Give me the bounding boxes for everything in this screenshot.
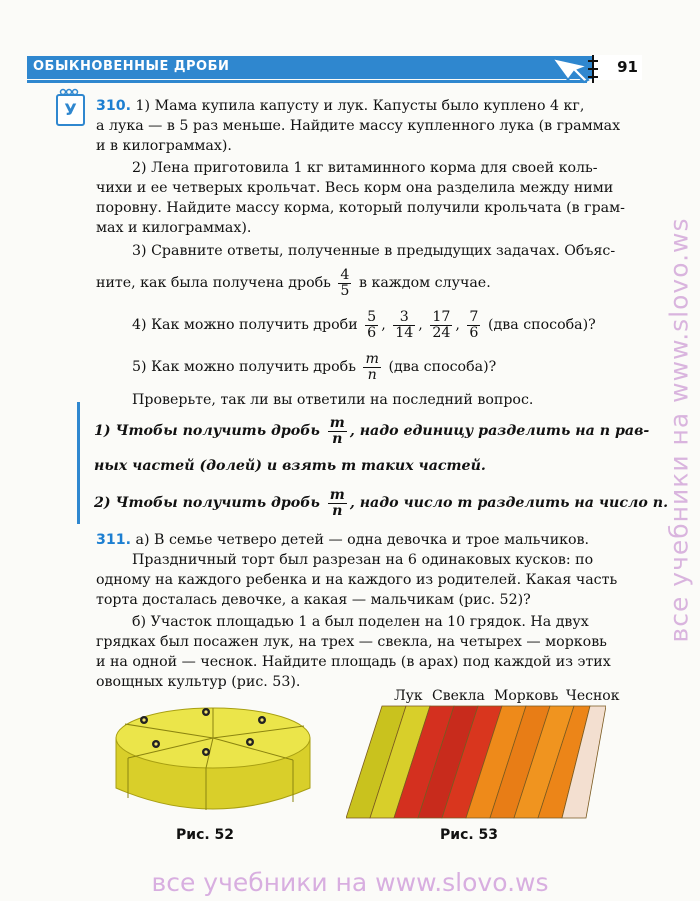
rule-line: 2) Чтобы получить дробь $\frac{m}{n}$ , надо число m разделить на число n. (94, 486, 669, 519)
text-line: 3) Сравните ответы, полученные в предыдущих задачах. Объяс- (132, 243, 616, 259)
figure-53-caption: Рис. 53 (440, 827, 499, 843)
rule-line: 1) Чтобы получить дробь $\frac{m}{n}$ , надо единицу разделить на n рав- (94, 414, 650, 447)
task-number: 311. (96, 532, 132, 548)
figure-52-caption: Рис. 52 (176, 827, 235, 843)
text-line-with-fraction: 5) Как можно получить дробь $\frac{m}{n}$ (два способа)? (132, 350, 497, 383)
level-badge: У (56, 94, 85, 126)
label-carrot: Морковь (494, 688, 559, 704)
text-line: чихи и ее четверых крольчат. Весь корм она разделила между ними (96, 180, 614, 196)
text-line: Праздничный торт был разрезан на 6 одинаковых кусков: по (132, 552, 594, 568)
text-line: торта досталась девочке, а какая — мальчикам (рис. 52)? (96, 592, 531, 608)
text-line: овощных культур (рис. 53). (96, 674, 301, 690)
text-line: 2) Лена приготовила 1 кг витаминного корма для своей коль- (132, 160, 598, 176)
task-311-line: 311. а) В семье четверо детей — одна девочка и трое мальчиков. (96, 532, 590, 548)
fraction: $\frac{m}{n}$ (329, 486, 345, 519)
page-tick-icon (586, 54, 600, 84)
chapter-title: ОБЫКНОВЕННЫЕ ДРОБИ (33, 59, 230, 74)
rule-line: ных частей (долей) и взять m таких частей. (94, 458, 486, 474)
task-number: 310. (96, 98, 132, 114)
fraction: $\frac{5}{6}$ (367, 308, 377, 341)
header-underline (27, 80, 587, 83)
fraction: $\frac{4}{5}$ (340, 266, 350, 299)
text-line-with-fractions: 4) Как можно получить дроби $\frac{5}{6}$ , $\frac{3}{14}$ , $\frac{17}{24}$ , $\frac{7}{6}$ (два способа)? (132, 308, 596, 341)
text-line: и в килограммах). (96, 138, 232, 154)
text-line: Проверьте, так ли вы ответили на последний вопрос. (132, 392, 534, 408)
fraction: $\frac{7}{6}$ (469, 308, 479, 341)
text-line: б) Участок площадью 1 а был поделен на 10 грядок. На двух (132, 614, 589, 630)
page-number: 91 (594, 55, 642, 80)
label-onion: Лук (394, 688, 423, 704)
text-line: грядках был посажен лук, на трех — свекла, на четырех — морковь (96, 634, 607, 650)
fraction: $\frac{m}{n}$ (329, 414, 345, 447)
notebook-rings-icon (58, 88, 80, 96)
bottom-watermark: все учебники на www.slovo.ws (151, 868, 549, 897)
text-line: и на одной — чеснок. Найдите площадь (в арах) под каждой из этих (96, 654, 611, 670)
figure-52-cake (108, 698, 318, 820)
label-garlic: Чеснок (566, 688, 620, 704)
fraction: $\frac{m}{n}$ (365, 350, 379, 383)
fraction: $\frac{3}{14}$ (395, 308, 414, 341)
text-line: одному на каждого ребенка и на каждого из родителей. Какая часть (96, 572, 618, 588)
vertical-watermark: все учебники на www.slovo.ws (664, 217, 694, 643)
fraction: $\frac{17}{24}$ (432, 308, 451, 341)
label-beet: Свекла (432, 688, 485, 704)
rule-marker-bar (77, 402, 80, 524)
text-line: поровну. Найдите массу корма, который получили крольчата (в грам- (96, 200, 625, 216)
text-line: а лука — в 5 раз меньше. Найдите массу купленного лука (в граммах (96, 118, 621, 134)
figure-53-garden-beds (346, 704, 606, 820)
task-310-line: 310. 1) Мама купила капусту и лук. Капусты было куплено 4 кг, (96, 98, 585, 114)
text-line: мах и килограммах). (96, 220, 252, 236)
text-line-with-fraction: ните, как была получена дробь $\frac{4}{5}$ в каждом случае. (96, 266, 491, 299)
